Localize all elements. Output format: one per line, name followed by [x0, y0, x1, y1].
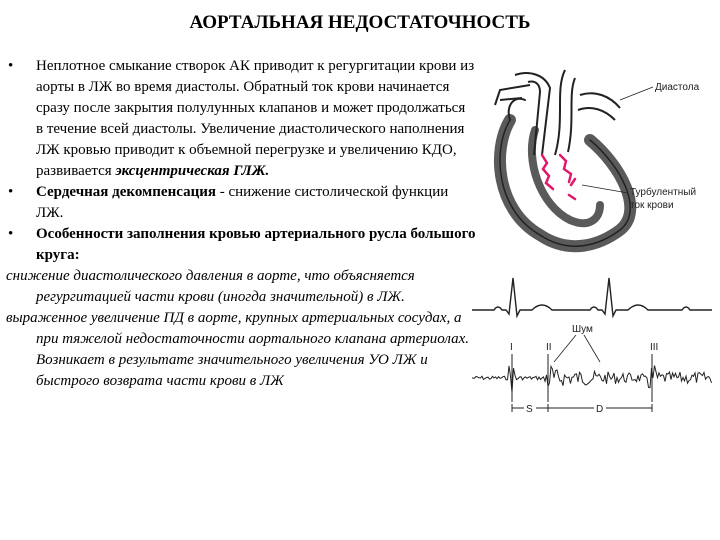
interval-D-label: D: [596, 404, 604, 415]
diastole-pointer: [620, 87, 653, 100]
sound-III-label: III: [650, 342, 659, 353]
noise-pointer-left: [554, 335, 576, 362]
bullet-dot: •: [8, 184, 14, 200]
slide-title: АОРТАЛЬНАЯ НЕДОСТАТОЧНОСТЬ: [189, 12, 531, 33]
sound-I-label: I: [510, 342, 513, 353]
bullet-regurgitation-emphasis: эксцентрическая ГЛЖ.: [115, 163, 270, 179]
sound-II-label: II: [546, 342, 552, 353]
waveform: [472, 366, 712, 393]
turbulent-label-line1: Турбулентный: [630, 187, 697, 198]
turbulent-label-line2: ток крови: [630, 200, 674, 211]
heart-wall: [500, 99, 630, 247]
bullet-dot: •: [8, 226, 14, 242]
bullet-regurgitation-text: Неплотное смыкание створок АК приводит к регургитации крови из аорты в ЛЖ во время диастолы. Обратный ток крови начинается сразу после закрытия полулунных клапанов и может продолжаться в течение всей диастолы. Увеличение диастолического наполнения ЛЖ кровью приводит к объемной перегрузке и увеличению КДО, развивается: [36, 58, 475, 179]
heart-illustration: [470, 60, 720, 260]
ecg-trace: [472, 268, 712, 324]
noise-label: Шум: [572, 324, 593, 335]
paragraph-diastolic-pressure: снижение диастолического давления в аорте, что объясняется регургитацией части крови (иногда значительной) в ЛЖ.: [6, 268, 415, 305]
bullet-dot: •: [8, 58, 14, 74]
interval-S-label: S: [526, 404, 533, 415]
bullet-decompensation-bold: Сердечная декомпенсация: [36, 184, 216, 200]
bullet-decompensation-text: - снижение систолической функции ЛЖ.: [36, 184, 449, 221]
phonocardiogram: [472, 320, 712, 430]
bullet-arterial-filling-bold: Особенности заполнения кровью артериального русла большого круга:: [36, 226, 476, 263]
paragraph-pulse-pressure: выраженное увеличение ПД в аорте, крупных артериальных сосудах, а при тяжелой недостаточности аортального клапана артериолах. Возникает в результате значительного увеличения УО ЛЖ и быстрого возврата части крови в ЛЖ: [6, 310, 470, 389]
slide-body: [6, 56, 476, 392]
bullet-decompensation: [6, 182, 476, 224]
diastole-label: Диастола: [655, 82, 700, 93]
ecg-line: [472, 278, 712, 316]
bullet-regurgitation: [6, 56, 476, 182]
noise-pointer-right: [584, 335, 600, 362]
bullet-arterial-filling: [6, 224, 476, 266]
